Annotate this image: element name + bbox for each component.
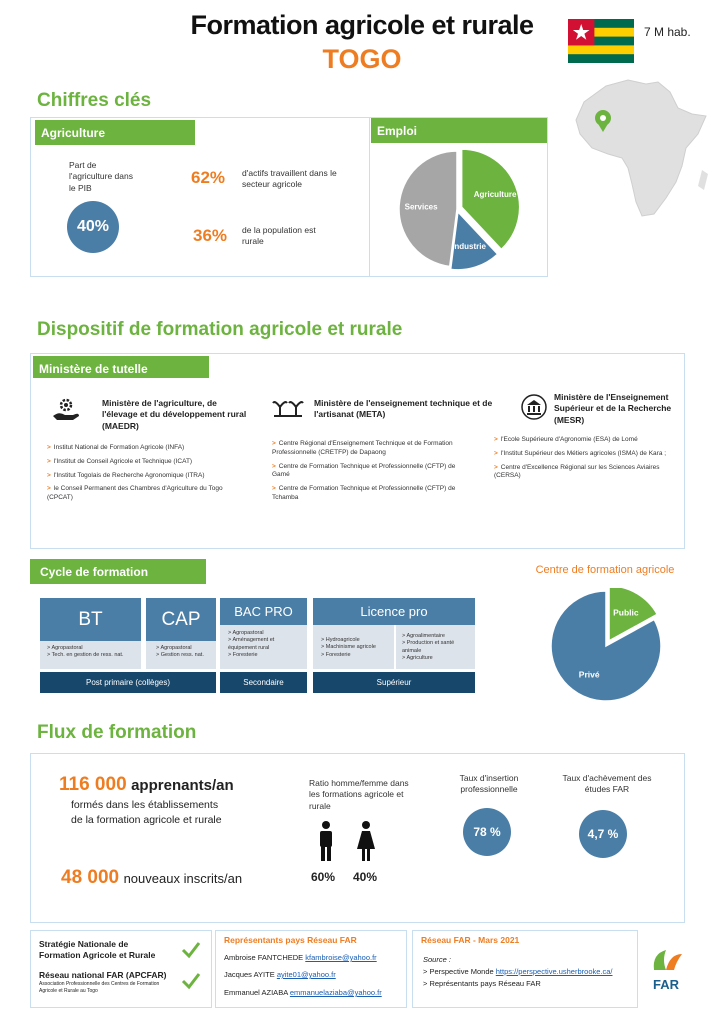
learners-line <box>59 774 234 796</box>
ministry-3-list <box>494 436 674 486</box>
source-1-link[interactable]: https://perspective.usherbrooke.ca/ <box>495 967 613 976</box>
cycle-bacpro-items: > Agropastoral > Aménagement et équipement rural > Foresterie <box>220 625 307 669</box>
workers-value: 62% <box>191 168 226 187</box>
source-1: > Perspective Monde https://perspective.usherbrooke.ca/ <box>423 967 613 976</box>
man-icon <box>316 821 336 861</box>
ministry-label: Ministère de tutelle <box>33 356 209 378</box>
list-item: > Centre de Formation Technique et Professionnelle (CFTP) de Gamé <box>272 462 456 479</box>
pie-label-agriculture: Agriculture <box>473 189 517 199</box>
insertion-value: 78 % <box>463 808 511 856</box>
footer-reps-box <box>215 930 407 1008</box>
cycle-licence: Licence pro <box>313 598 475 625</box>
list-item: > l'Institut Togolais de Recherche Agronomique (ITRA) <box>47 471 205 479</box>
cycle-label: Cycle de formation <box>30 559 206 584</box>
list-item: > Centre Régional d'Enseignement Technique et de Formation Professionnelle (CRETFP) de Dapaong <box>272 440 453 456</box>
list-item: > l'Institut Supérieur des Métiers agricoles (ISMA) de Kara ; <box>494 449 667 457</box>
system-title: Dispositif de formation agricole et rurale <box>37 319 403 340</box>
rep-3: Emmanuel AZIABA emmanuelaziaba@yahoo.fr <box>224 988 382 997</box>
pie-label-public: Public <box>613 607 639 618</box>
network-sub: Association Professionnelle des Centres de Formation Agricole et Rurale au Togo <box>39 981 160 994</box>
sprouts-icon <box>272 396 304 418</box>
far-logo <box>644 944 688 994</box>
learners-text-1: formés dans les établissements <box>71 799 219 811</box>
ministry-3-name: Ministère de l'Enseignement Supérieur et de la Recherche (MESR) <box>554 392 672 425</box>
ministry-1-list <box>47 444 247 508</box>
source-label: Source : <box>423 955 451 964</box>
completion-label: Taux d'achèvement des études FAR <box>562 773 652 795</box>
checkmark-icon <box>181 941 201 959</box>
learners-unit: apprenants/an <box>131 777 234 794</box>
cycle-bt: BT <box>40 598 141 641</box>
learners-text-2: de la formation agricole et rurale <box>71 814 222 826</box>
far-logo-icon <box>644 944 688 974</box>
learners-value: 116 000 <box>59 774 127 795</box>
rep-2-email-link[interactable]: ayite01@yahoo.fr <box>276 970 336 979</box>
footer-source-box <box>412 930 638 1008</box>
population: 7 M hab. <box>644 25 691 39</box>
gdp-value: 40% <box>67 201 119 253</box>
rural-value: 36% <box>193 226 228 245</box>
strategy-text: Stratégie Nationale de Formation Agricole et Rurale <box>39 939 156 961</box>
employment-pie-chart <box>377 146 543 274</box>
list-item: > Centre de Formation Technique et Professionnelle (CFTP) de Tchamba <box>272 485 456 501</box>
completion-value: 4,7 % <box>579 810 627 858</box>
flows-title: Flux de formation <box>37 722 197 743</box>
list-item: > Centre d'Excellence Régional sur les Sciences Aviaires (CERSA) <box>494 463 660 480</box>
list-item: > le Conseil Permanent des Chambres d'Agriculture du Togo (CPCAT) <box>47 485 223 502</box>
ratio-label: Ratio homme/femme dans les formations agricole et rurale <box>309 778 409 811</box>
cycle-bacpro: BAC PRO <box>220 598 307 625</box>
divider <box>369 118 370 276</box>
list-item: > Institut National de Formation Agricole (INFA) <box>47 444 185 451</box>
ministry-2-list <box>272 440 468 508</box>
employment-label: Emploi <box>371 118 547 143</box>
country-name: TOGO <box>322 44 402 74</box>
rep-2: Jacques AYITE ayite01@yahoo.fr <box>224 970 336 979</box>
gear-hand-icon <box>51 396 81 422</box>
rural-text: de la population est rurale <box>242 225 316 247</box>
cycle-licence-items-a: > Hydroagricole > Machinisme agricole > Foresterie <box>313 625 394 669</box>
key-figures-title: Chiffres clés <box>37 90 152 111</box>
rep-1-email-link[interactable]: kfambroise@yahoo.fr <box>305 953 377 962</box>
flows-panel <box>30 753 685 923</box>
pie-label-services: Services <box>404 202 438 212</box>
pie-label-privé: Privé <box>578 669 600 680</box>
reps-title: Représentants pays Réseau FAR <box>224 935 357 945</box>
cycle-cap: CAP <box>146 598 216 641</box>
level-superieur: Supérieur <box>313 672 475 693</box>
checkmark-icon <box>181 972 201 990</box>
centers-pie-chart <box>536 588 676 704</box>
ministry-2-name: Ministère de l'enseignement technique et de l'artisanat (META) <box>314 398 493 420</box>
men-value: 60% <box>311 870 336 884</box>
workers-text: d'actifs travaillent dans le secteur agricole <box>242 168 337 190</box>
rep-1: Ambroise FANTCHEDE kfambroise@yahoo.fr <box>224 953 377 962</box>
woman-icon <box>355 821 377 861</box>
africa-map-icon <box>566 74 716 224</box>
cycle-bt-items: > Agropastoral > Tech. en gestion de ress. nat. <box>40 641 141 669</box>
footer-strategy-box <box>30 930 212 1008</box>
new-value: 48 000 <box>61 867 120 888</box>
cycle-licence-items-b: > Agroalimentaire > Production et santé animale > Agriculture <box>396 625 475 669</box>
level-secondaire: Secondaire <box>220 672 307 693</box>
gdp-text: Part de l'agriculture dans le PIB <box>69 160 133 193</box>
pie-label-industrie: Industrie <box>452 242 486 252</box>
rep-3-email-link[interactable]: emmanuelaziaba@yahoo.fr <box>289 988 382 997</box>
level-post-primaire: Post primaire (collèges) <box>40 672 216 693</box>
ministries-panel <box>30 353 685 549</box>
cycle-cap-items: > Agropastoral > Gestion ress. nat. <box>146 641 216 669</box>
insertion-label: Taux d'insertion professionnelle <box>459 773 519 795</box>
centers-title: Centre de formation agricole <box>535 564 675 576</box>
source-2: > Représentants pays Réseau FAR <box>423 979 541 988</box>
date-title: Réseau FAR - Mars 2021 <box>421 935 520 945</box>
key-figures-panel <box>30 117 548 277</box>
women-value: 40% <box>353 870 378 884</box>
list-item: > l'Ecole Supérieure d'Agronomie (ESA) de Lomé <box>494 436 638 443</box>
network-text: Réseau national FAR (APCFAR) <box>39 970 167 980</box>
agriculture-label: Agriculture <box>35 120 195 145</box>
new-unit: nouveaux inscrits/an <box>123 871 243 886</box>
ministry-1-name: Ministère de l'agriculture, de l'élevage et du développement rural (MAEDR) <box>102 398 247 431</box>
list-item: > l'Institut de Conseil Agricole et Technique (ICAT) <box>47 457 193 465</box>
togo-flag-icon <box>568 19 634 63</box>
new-enrolled-line <box>61 867 242 889</box>
page-title: Formation agricole et rurale <box>190 10 534 40</box>
far-logo-text: FAR <box>653 977 679 992</box>
